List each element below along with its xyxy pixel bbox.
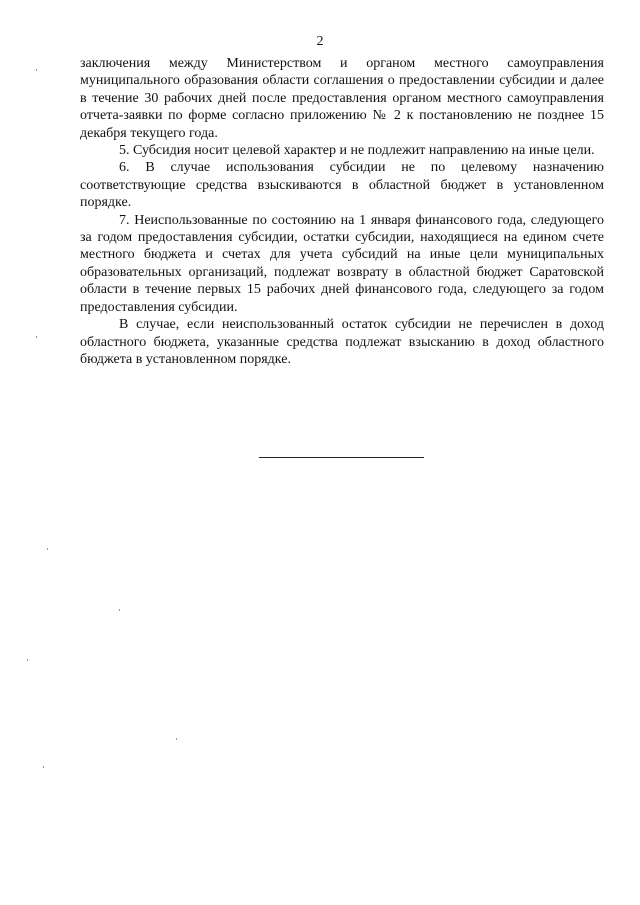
paragraph-item-7: 7. Неиспользованные по состоянию на 1 января финансового года, следующего за годом предоставления субсидии, остатки субсидии, находящиеся на едином счете местного бюджета и счетах для учета субсидий на иные цели муниципальных образовательных организаций, подлежат возврату в областной бюджет Саратовской области в течение первых 15 рабочих дней финансового года, следующего за годом предоставления субсидии.: [80, 212, 604, 315]
scan-artifact: [176, 738, 177, 740]
scan-artifact: [119, 609, 120, 611]
scan-artifact: [47, 548, 48, 550]
paragraph-continuation: заключения между Министерством и органом местного самоуправления муниципального образования области соглашения о предоставлении субсидии и далее в течение 30 рабочих дней после предоставления органом местного самоуправления отчета-заявки по форме согласно приложению № 2 к постановлению не позднее 15 декабря текущего года.: [80, 56, 604, 141]
scan-artifact: [36, 69, 37, 71]
paragraph-item-5: 5. Субсидия носит целевой характер и не подлежит направлению на иные цели.: [119, 143, 595, 159]
page-number: 2: [316, 34, 324, 49]
scan-artifact: [27, 659, 28, 661]
paragraph-unused-balance: В случае, если неиспользованный остаток субсидии не перечислен в доход областного бюджета, указанные средства подлежат взысканию в доход областного бюджета в установленном порядке.: [80, 317, 604, 367]
paragraph-item-6: 6. В случае использования субсидии не по целевому назначению соответствующие средства взыскиваются в областной бюджет в установленном порядке.: [80, 160, 604, 211]
document-body: [80, 55, 604, 368]
scan-artifact: [43, 766, 44, 768]
scan-artifact: [36, 336, 37, 338]
end-separator-line: [259, 457, 424, 458]
